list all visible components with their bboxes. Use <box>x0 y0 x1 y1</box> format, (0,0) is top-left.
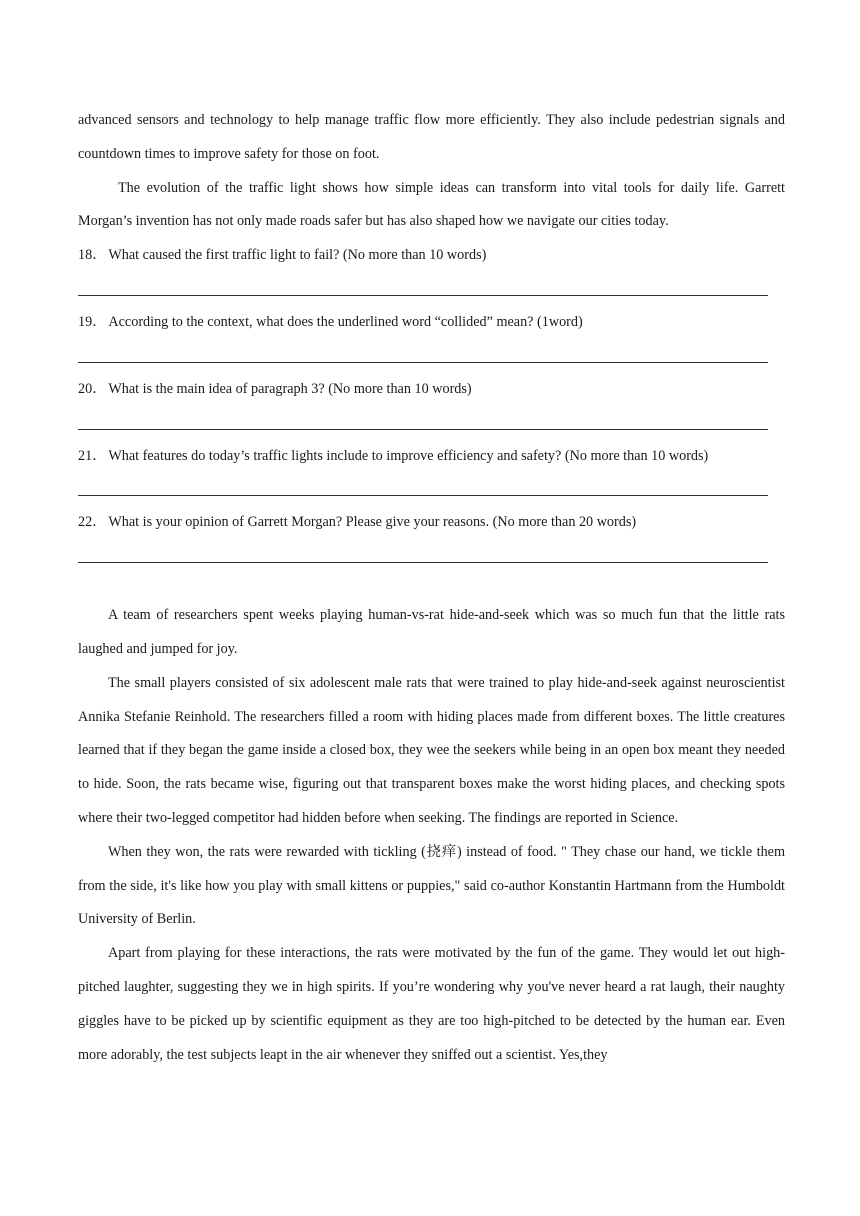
question-text: What features do today’s traffic lights include to improve efficiency and safety? (No more than 10 words) <box>108 447 709 464</box>
question-text: According to the context, what does the underlined word “collided” mean? (1word) <box>108 313 583 330</box>
answer-line[interactable] <box>78 362 768 363</box>
answer-line[interactable] <box>78 495 768 496</box>
question-19 <box>78 306 785 363</box>
question-22 <box>78 506 785 563</box>
question-number: 20． <box>78 380 107 397</box>
passage-paragraph: When they won, the rats were rewarded with tickling (挠痒) instead of food. " They chase our hand, we tickle them from the side, it's like how you play with small kittens or puppies," said co-author Konstantin Hartmann from the Humboldt University of Berlin. <box>78 843 785 928</box>
question-number: 22． <box>78 514 107 531</box>
question-text: What caused the first traffic light to fail? (No more than 10 words) <box>108 247 487 264</box>
passage-paragraph: Apart from playing for these interactions, the rats were motivated by the fun of the game. They would let out high-pitched laughter, suggesting they we in high spirits. If you’re wondering why you've never heard a rat laugh, their naughty giggles have to be picked up by scientific equipment as they are too high-pitched to be detected by the human ear. Even more adorably, the test subjects leapt in the air whenever they sniffed out a scientist. Yes,they <box>78 945 785 1063</box>
passage-paragraph: The small players consisted of six adolescent male rats that were trained to play hide-and-seek against neuroscientist Annika Stefanie Reinhold. The researchers filled a room with hiding places made from different boxes. The little creatures learned that if they began the game inside a closed box, they wee the seekers while being in an open box meant they needed to hide. Soon, the rats became wise, figuring out that transparent boxes make the worst hiding places, and checking spots where their two-legged competitor had hidden before when seeking. The findings are reported in Science. <box>78 674 785 826</box>
passage-paragraph: A team of researchers spent weeks playing human-vs-rat hide-and-seek which was so much fun that the little rats laughed and jumped for joy. <box>78 607 785 657</box>
passage-paragraph: The evolution of the traffic light shows how simple ideas can transform into vital tools for daily life. Garrett Morgan’s invention has not only made roads safer but has also shaped how we navigate our cities today. <box>78 179 785 230</box>
question-21 <box>78 440 785 497</box>
question-text: What is your opinion of Garrett Morgan? Please give your reasons. (No more than 20 words) <box>108 514 637 531</box>
document-page <box>78 104 785 1072</box>
question-text: What is the main idea of paragraph 3? (No more than 10 words) <box>108 380 472 397</box>
question-number: 18． <box>78 247 107 264</box>
question-18 <box>78 239 785 296</box>
question-number: 21． <box>78 447 107 464</box>
question-number: 19． <box>78 313 107 330</box>
section-gap <box>78 573 785 599</box>
answer-line[interactable] <box>78 295 768 296</box>
question-20 <box>78 373 785 430</box>
answer-line[interactable] <box>78 562 768 563</box>
answer-line[interactable] <box>78 429 768 430</box>
passage-paragraph: advanced sensors and technology to help manage traffic flow more efficiently. They also include pedestrian signals and countdown times to improve safety for those on foot. <box>78 112 785 162</box>
